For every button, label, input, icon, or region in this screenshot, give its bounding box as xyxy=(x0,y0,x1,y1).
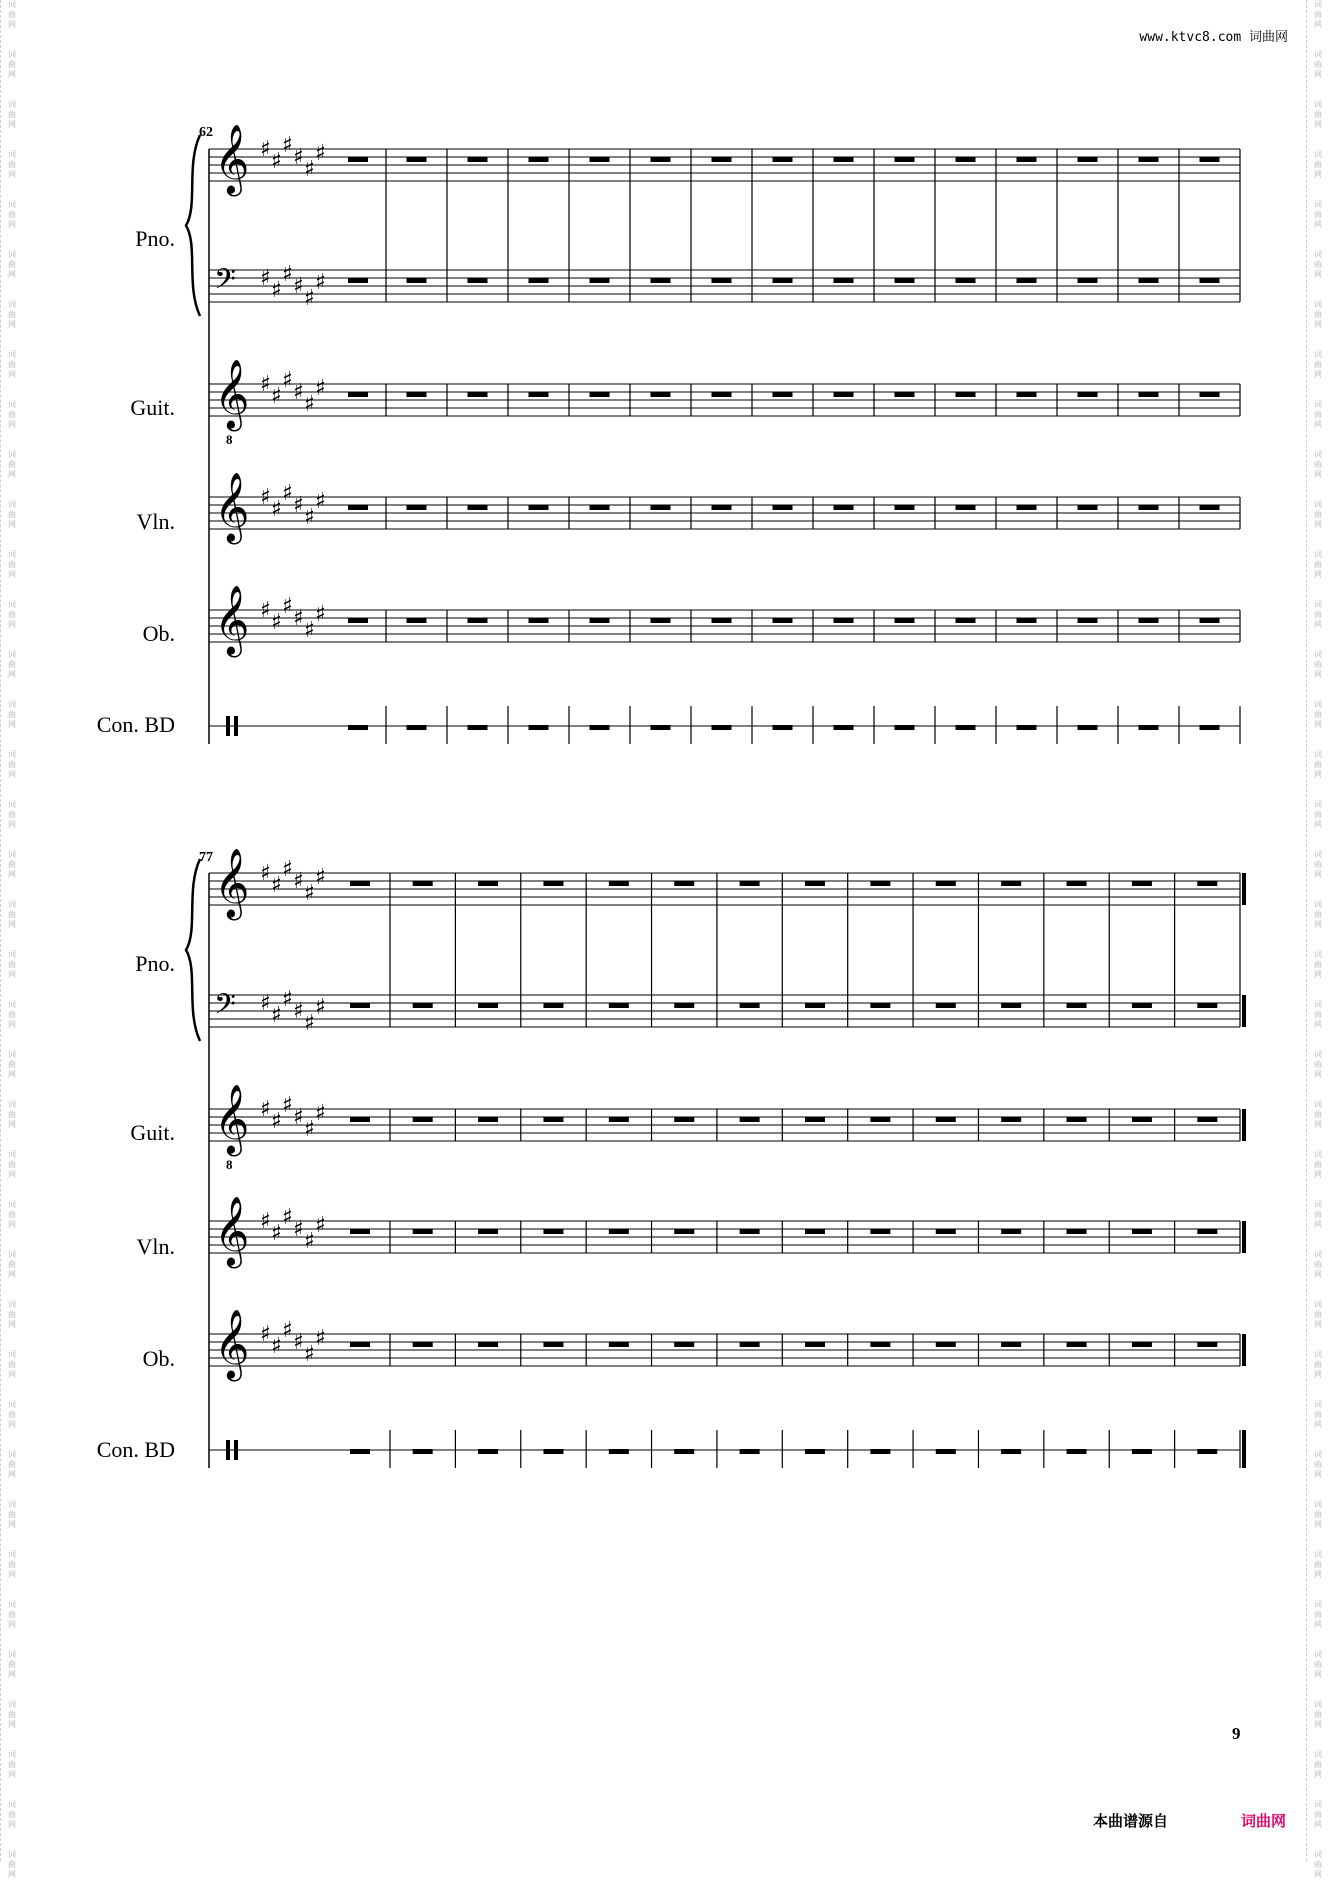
whole-rest-icon xyxy=(740,1449,760,1454)
whole-rest-icon xyxy=(1197,1449,1217,1454)
instrument-label-oboe: Ob. xyxy=(142,1346,175,1371)
sharp-icon: ♯ xyxy=(293,274,304,299)
whole-rest-icon xyxy=(543,1229,563,1234)
sharp-icon: ♯ xyxy=(271,873,282,898)
whole-rest-icon xyxy=(478,1342,498,1347)
whole-rest-icon xyxy=(805,1342,825,1347)
violin-staff xyxy=(209,1196,1244,1268)
percussion-clef-icon xyxy=(234,1440,238,1460)
sharp-icon: ♯ xyxy=(315,602,326,627)
whole-rest-icon xyxy=(413,1229,433,1234)
whole-rest-icon xyxy=(609,1449,629,1454)
whole-rest-icon xyxy=(1132,1342,1152,1347)
sharp-icon: ♯ xyxy=(271,149,282,174)
instrument-label-oboe: Ob. xyxy=(142,621,175,646)
whole-rest-icon xyxy=(740,1229,760,1234)
left-watermark-strip: 词 曲 网 词 曲 网 词 曲 网 词 曲 网 词 曲 网 词 曲 网 词 曲 网 词 曲 网 词 曲 网 词 曲 网 词 曲 网 词 曲 网 词 曲 网 词 曲 网 词 曲 网 词 曲 网 词 曲 网 词 曲 网 词 曲 网 词 曲 网 词 曲 网 词 曲 网 词 曲 网 词 曲 网 词 曲 网 词 曲 网 词 曲 网 词 曲 网 词 曲 网 词 曲 网 词 曲 网 词 曲 网 词 曲 网 词 曲 网 词 曲 网 词 曲 网 词 曲 网 词 曲 网 xyxy=(0,0,23,1861)
whole-rest-icon xyxy=(1001,1449,1021,1454)
whole-rest-icon xyxy=(543,1342,563,1347)
sharp-icon: ♯ xyxy=(315,1101,326,1126)
footer-site-link[interactable]: 词曲网 xyxy=(1241,1812,1287,1830)
whole-rest-icon xyxy=(936,1003,956,1008)
sharp-icon: ♯ xyxy=(304,157,315,182)
whole-rest-icon xyxy=(805,1449,825,1454)
whole-rest-icon xyxy=(1067,1003,1087,1008)
whole-rest-icon xyxy=(609,881,629,886)
sharp-icon: ♯ xyxy=(271,278,282,303)
whole-rest-icon xyxy=(478,1229,498,1234)
treble-clef-icon: 𝄞 xyxy=(214,1309,250,1379)
whole-rest-icon xyxy=(413,1003,433,1008)
sharp-icon: ♯ xyxy=(260,1097,271,1122)
sharp-icon: ♯ xyxy=(315,865,326,890)
sharp-icon: ♯ xyxy=(271,497,282,522)
sharp-icon: ♯ xyxy=(271,1221,282,1246)
sharp-icon: ♯ xyxy=(282,987,293,1012)
whole-rest-icon xyxy=(870,881,890,886)
whole-rest-icon xyxy=(350,1449,370,1454)
whole-rest-icon xyxy=(936,1449,956,1454)
whole-rest-icon xyxy=(543,881,563,886)
sharp-icon: ♯ xyxy=(304,1011,315,1036)
instrument-label-bass-drum: Con. BD xyxy=(96,712,175,737)
sharp-icon: ♯ xyxy=(304,505,315,530)
sharp-icon: ♯ xyxy=(260,137,271,162)
whole-rest-icon xyxy=(609,1117,629,1122)
whole-rest-icon xyxy=(543,1003,563,1008)
sharp-icon: ♯ xyxy=(282,481,293,506)
piano-bass-staff xyxy=(209,987,1244,1036)
whole-rest-icon xyxy=(609,1003,629,1008)
bass-drum-staff xyxy=(209,1430,1244,1468)
instrument-label-piano: Pno. xyxy=(135,226,175,251)
sharp-icon: ♯ xyxy=(282,857,293,882)
sharp-icon: ♯ xyxy=(260,1209,271,1234)
sharp-icon: ♯ xyxy=(293,380,304,405)
whole-rest-icon xyxy=(1001,1117,1021,1122)
treble-clef-icon: 𝄞 xyxy=(214,585,250,655)
whole-rest-icon xyxy=(1067,1117,1087,1122)
sharp-icon: ♯ xyxy=(271,1003,282,1028)
sharp-icon: ♯ xyxy=(315,270,326,295)
header-site-url[interactable]: www.ktvc8.com 词曲网 xyxy=(1139,30,1288,45)
percussion-clef-icon xyxy=(226,1440,230,1460)
whole-rest-icon xyxy=(1197,1117,1217,1122)
whole-rest-icon xyxy=(740,1003,760,1008)
treble-clef-icon: 𝄞 xyxy=(214,1084,250,1154)
whole-rest-icon xyxy=(1197,1229,1217,1234)
whole-rest-icon xyxy=(1067,1449,1087,1454)
sharp-icon: ♯ xyxy=(293,999,304,1024)
whole-rest-icon xyxy=(870,1117,890,1122)
page-number: 9 xyxy=(1232,1724,1241,1743)
whole-rest-icon xyxy=(413,1117,433,1122)
sharp-icon: ♯ xyxy=(282,594,293,619)
sharp-icon: ♯ xyxy=(304,286,315,311)
measure-number: 62 xyxy=(199,125,213,140)
whole-rest-icon xyxy=(870,1229,890,1234)
footer-source-label: 本曲谱源自 xyxy=(1093,1812,1169,1830)
sharp-icon: ♯ xyxy=(260,861,271,886)
whole-rest-icon xyxy=(609,1342,629,1347)
whole-rest-icon xyxy=(350,881,370,886)
whole-rest-icon xyxy=(805,1229,825,1234)
sharp-icon: ♯ xyxy=(271,1334,282,1359)
sharp-icon: ♯ xyxy=(304,618,315,643)
bass-clef-icon: 𝄢 xyxy=(214,263,236,303)
whole-rest-icon xyxy=(543,1449,563,1454)
sharp-icon: ♯ xyxy=(304,392,315,417)
sharp-icon: ♯ xyxy=(293,145,304,170)
whole-rest-icon xyxy=(1001,1003,1021,1008)
whole-rest-icon xyxy=(936,1117,956,1122)
whole-rest-icon xyxy=(350,1342,370,1347)
whole-rest-icon xyxy=(1067,881,1087,886)
treble-clef-icon: 𝄞 xyxy=(214,124,250,194)
whole-rest-icon xyxy=(1197,1342,1217,1347)
whole-rest-icon xyxy=(674,1117,694,1122)
instrument-label-violin: Vln. xyxy=(136,509,175,534)
whole-rest-icon xyxy=(870,1449,890,1454)
whole-rest-icon xyxy=(936,881,956,886)
sharp-icon: ♯ xyxy=(304,881,315,906)
treble-clef-icon: 𝄞 xyxy=(214,359,250,429)
sharp-icon: ♯ xyxy=(304,1342,315,1367)
guitar-staff xyxy=(209,1084,1244,1172)
whole-rest-icon xyxy=(1197,881,1217,886)
whole-rest-icon xyxy=(1132,881,1152,886)
guitar-octave-mark: 8 xyxy=(226,1157,233,1172)
whole-rest-icon xyxy=(413,1342,433,1347)
whole-rest-icon xyxy=(609,1229,629,1234)
whole-rest-icon xyxy=(740,1117,760,1122)
sharp-icon: ♯ xyxy=(282,1318,293,1343)
oboe-staff xyxy=(209,1309,1244,1381)
whole-rest-icon xyxy=(805,1003,825,1008)
whole-rest-icon xyxy=(543,1117,563,1122)
instrument-label-guitar: Guit. xyxy=(130,1120,175,1145)
whole-rest-icon xyxy=(1132,1449,1152,1454)
sharp-icon: ♯ xyxy=(260,991,271,1016)
sharp-icon: ♯ xyxy=(282,262,293,287)
whole-rest-icon xyxy=(674,1449,694,1454)
sharp-icon: ♯ xyxy=(315,1213,326,1238)
whole-rest-icon xyxy=(740,881,760,886)
whole-rest-icon xyxy=(1001,1229,1021,1234)
whole-rest-icon xyxy=(805,1117,825,1122)
whole-rest-icon xyxy=(1001,1342,1021,1347)
right-watermark-strip: 词 曲 网 词 曲 网 词 曲 网 词 曲 网 词 曲 网 词 曲 网 词 曲 网 词 曲 网 词 曲 网 词 曲 网 词 曲 网 词 曲 网 词 曲 网 词 曲 网 词 曲 网 词 曲 网 词 曲 网 词 曲 网 词 曲 网 词 曲 网 词 曲 网 词 曲 网 词 曲 网 词 曲 网 词 曲 网 词 曲 网 词 曲 网 词 曲 网 词 曲 网 词 曲 网 词 曲 网 词 曲 网 词 曲 网 词 曲 网 词 曲 网 词 曲 网 词 曲 网 词 曲 网 xyxy=(1306,0,1329,1861)
whole-rest-icon xyxy=(478,1449,498,1454)
sharp-icon: ♯ xyxy=(315,489,326,514)
whole-rest-icon xyxy=(350,1229,370,1234)
sharp-icon: ♯ xyxy=(293,606,304,631)
treble-clef-icon: 𝄞 xyxy=(214,1196,250,1266)
instrument-label-guitar: Guit. xyxy=(130,395,175,420)
whole-rest-icon xyxy=(740,1342,760,1347)
whole-rest-icon xyxy=(870,1342,890,1347)
bass-clef-icon: 𝄢 xyxy=(214,988,236,1028)
sharp-icon: ♯ xyxy=(260,485,271,510)
whole-rest-icon xyxy=(1132,1229,1152,1234)
sharp-icon: ♯ xyxy=(271,1109,282,1134)
sharp-icon: ♯ xyxy=(260,1322,271,1347)
sharp-icon: ♯ xyxy=(293,869,304,894)
instrument-label-violin: Vln. xyxy=(136,1234,175,1259)
whole-rest-icon xyxy=(1132,1003,1152,1008)
sharp-icon: ♯ xyxy=(293,493,304,518)
whole-rest-icon xyxy=(1132,1117,1152,1122)
sharp-icon: ♯ xyxy=(293,1330,304,1355)
sharp-icon: ♯ xyxy=(282,133,293,158)
whole-rest-icon xyxy=(350,1117,370,1122)
instrument-label-bass-drum: Con. BD xyxy=(96,1437,175,1462)
sharp-icon: ♯ xyxy=(293,1217,304,1242)
whole-rest-icon xyxy=(478,1003,498,1008)
sharp-icon: ♯ xyxy=(271,384,282,409)
sharp-icon: ♯ xyxy=(315,995,326,1020)
sharp-icon: ♯ xyxy=(282,1093,293,1118)
whole-rest-icon xyxy=(413,1449,433,1454)
sharp-icon: ♯ xyxy=(271,610,282,635)
piano-treble-staff xyxy=(209,848,1244,920)
sharp-icon: ♯ xyxy=(315,141,326,166)
treble-clef-icon: 𝄞 xyxy=(214,848,250,918)
whole-rest-icon xyxy=(350,1003,370,1008)
measure-number: 77 xyxy=(199,850,213,865)
whole-rest-icon xyxy=(674,1003,694,1008)
sharp-icon: ♯ xyxy=(282,1205,293,1230)
sharp-icon: ♯ xyxy=(260,372,271,397)
whole-rest-icon xyxy=(1067,1229,1087,1234)
sharp-icon: ♯ xyxy=(260,598,271,623)
whole-rest-icon xyxy=(870,1003,890,1008)
sharp-icon: ♯ xyxy=(315,376,326,401)
sharp-icon: ♯ xyxy=(304,1117,315,1142)
whole-rest-icon xyxy=(936,1342,956,1347)
sharp-icon: ♯ xyxy=(315,1326,326,1351)
treble-clef-icon: 𝄞 xyxy=(214,472,250,542)
guitar-octave-mark: 8 xyxy=(226,432,233,447)
instrument-label-piano: Pno. xyxy=(135,951,175,976)
piano-brace xyxy=(186,859,200,1041)
whole-rest-icon xyxy=(478,881,498,886)
sharp-icon: ♯ xyxy=(282,368,293,393)
whole-rest-icon xyxy=(478,1117,498,1122)
sharp-icon: ♯ xyxy=(304,1229,315,1254)
whole-rest-icon xyxy=(1197,1003,1217,1008)
whole-rest-icon xyxy=(1067,1342,1087,1347)
sharp-icon: ♯ xyxy=(260,266,271,291)
whole-rest-icon xyxy=(674,1229,694,1234)
whole-rest-icon xyxy=(674,1342,694,1347)
whole-rest-icon xyxy=(936,1229,956,1234)
sharp-icon: ♯ xyxy=(293,1105,304,1130)
whole-rest-icon xyxy=(805,881,825,886)
whole-rest-icon xyxy=(674,881,694,886)
whole-rest-icon xyxy=(413,881,433,886)
whole-rest-icon xyxy=(1001,881,1021,886)
